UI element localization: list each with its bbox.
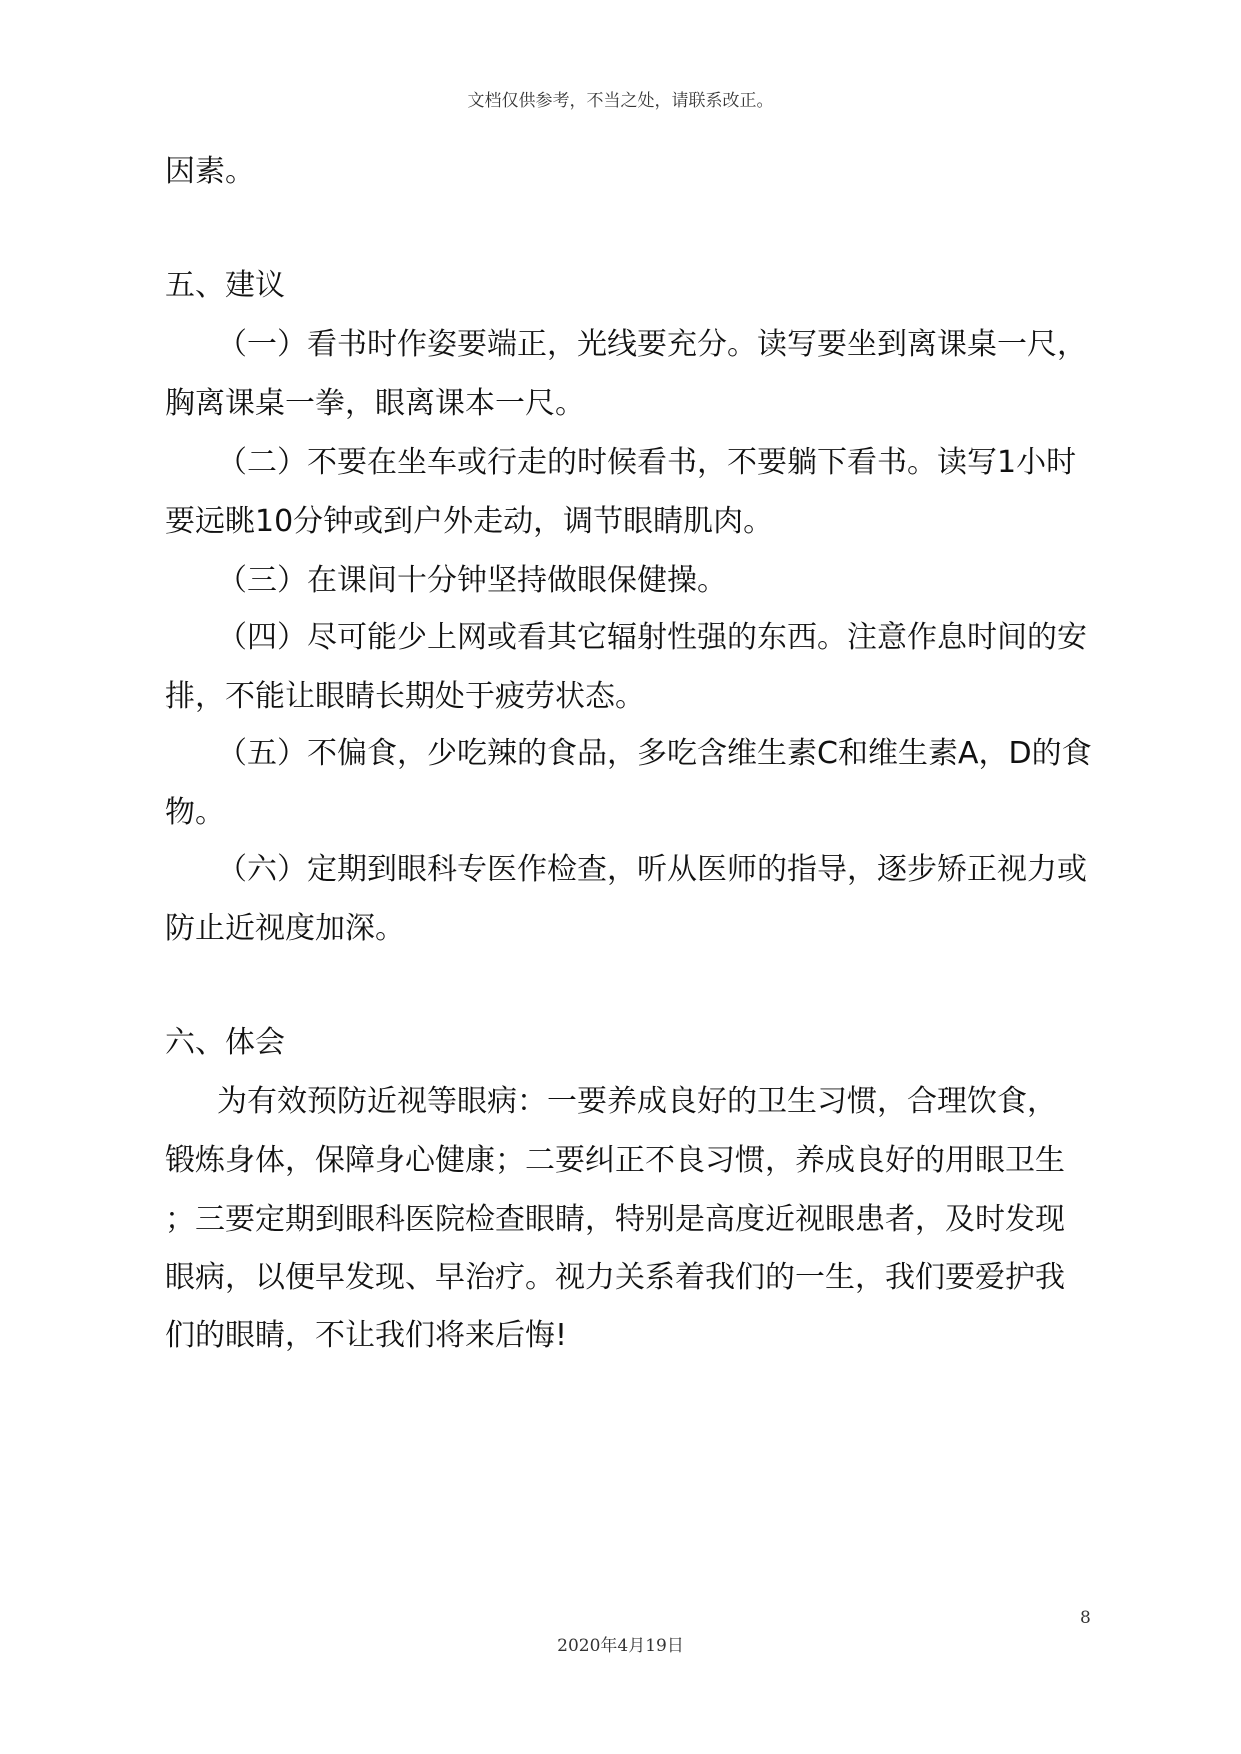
reflection-line: ；三要定期到眼科医院检查眼睛，特别是高度近视眼患者，及时发现 [165,1202,1065,1237]
suggestion-1-line: 胸离课桌一拳，眼离课本一尺。 [165,386,585,421]
suggestion-2-line: 要远眺10分钟或到户外走动，调节眼睛肌肉。 [165,504,774,539]
suggestion-4-line: （四）尽可能少上网或看其它辐射性强的东西。注意作息时间的安 [217,620,1087,655]
footer-date: 2020年4月19日 [557,1636,684,1656]
suggestion-6-line: （六）定期到眼科专医作检查，听从医师的指导，逐步矫正视力或 [217,852,1087,887]
reflection-line: 们的眼睛，不让我们将来后悔! [165,1318,568,1353]
suggestion-5-line: （五）不偏食，少吃辣的食品，多吃含维生素C和维生素A，D的食 [217,736,1092,771]
suggestion-2-line: （二）不要在坐车或行走的时候看书，不要躺下看书。读写1小时 [217,445,1077,480]
suggestion-6-line: 防止近视度加深。 [165,911,405,946]
suggestion-1-line: （一）看书时作姿要端正，光线要充分。读写要坐到离课桌一尺， [217,327,1087,362]
suggestion-4-line: 排，不能让眼睛长期处于疲劳状态。 [165,679,645,714]
reflection-line: 锻炼身体，保障身心健康；二要纠正不良习惯，养成良好的用眼卫生 [165,1143,1065,1178]
page-number: 8 [1080,1608,1091,1628]
paragraph-line: 因素。 [165,154,255,189]
reflection-line: 眼病，以便早发现、早治疗。视力关系着我们的一生，我们要爱护我 [165,1260,1065,1295]
section-heading-reflection: 六、体会 [165,1025,285,1060]
suggestion-5-line: 物。 [165,795,225,830]
suggestion-3-line: （三）在课间十分钟坚持做眼保健操。 [217,563,727,598]
reflection-line: 为有效预防近视等眼病：一要养成良好的卫生习惯，合理饮食， [217,1084,1057,1119]
header-notice: 文档仅供参考，不当之处，请联系改正。 [467,91,774,111]
section-heading-suggestions: 五、建议 [165,268,285,303]
